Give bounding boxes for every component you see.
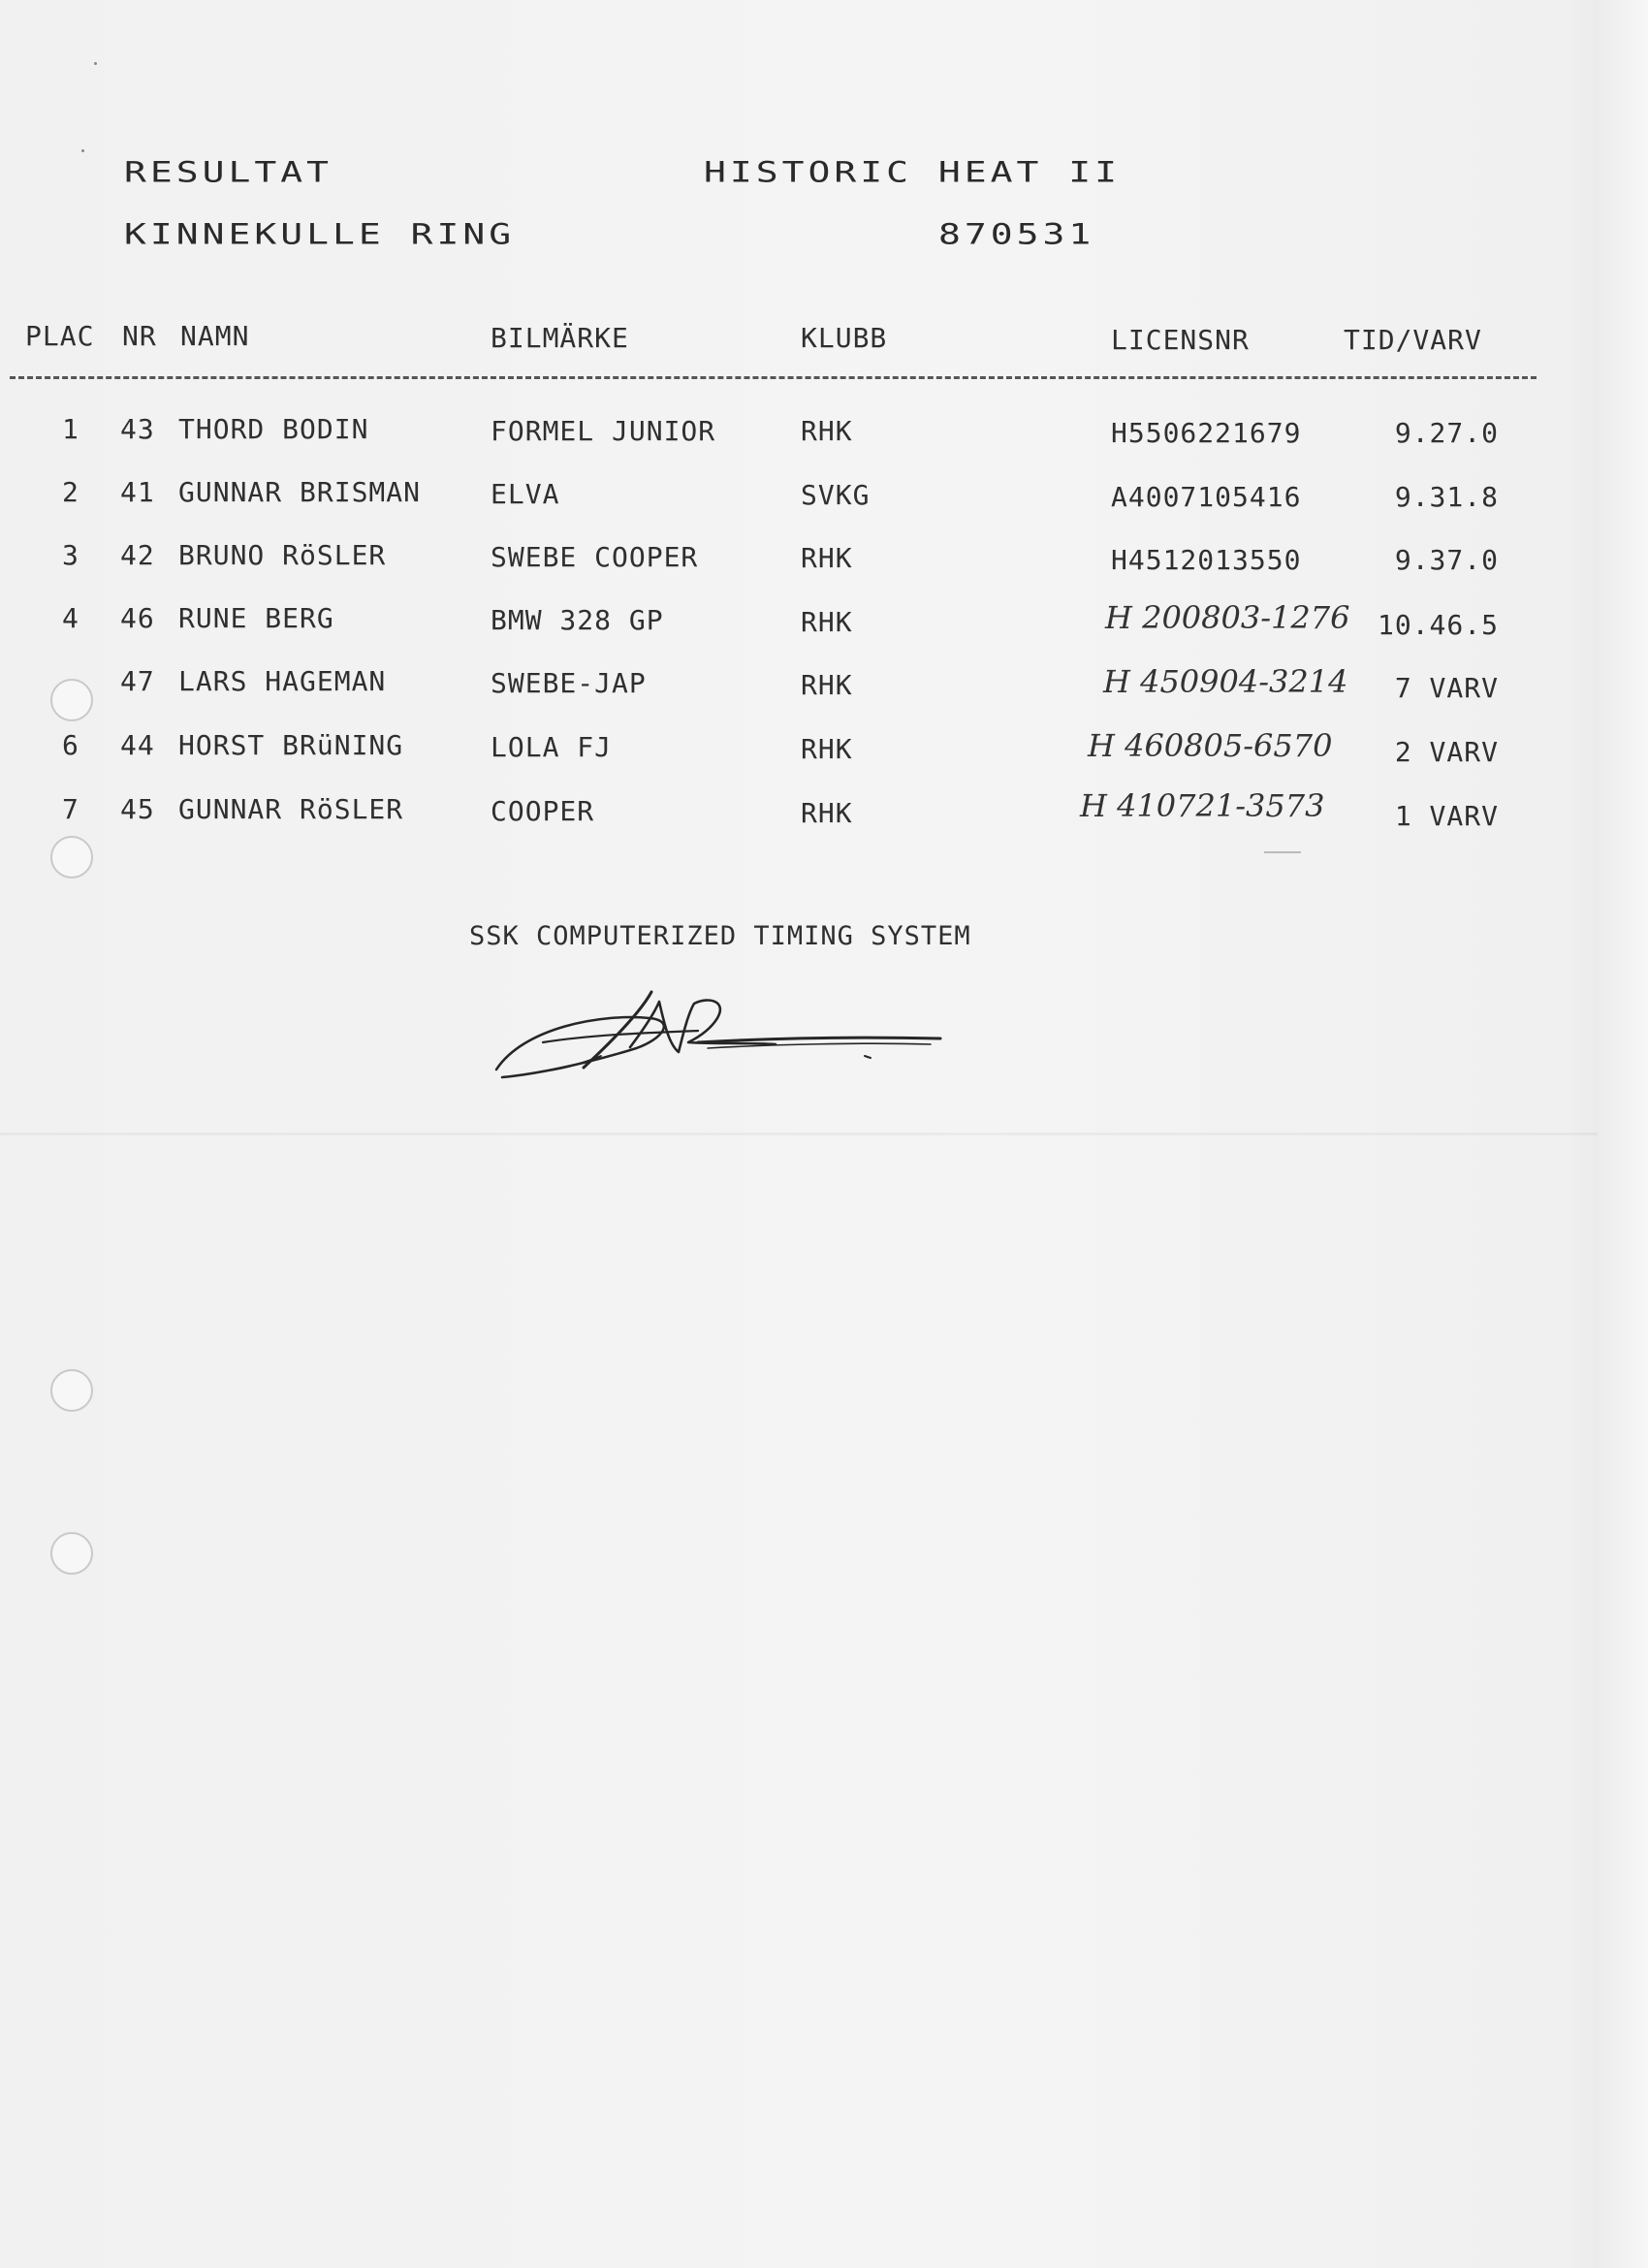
column-header-licensnr: LICENSNR	[1111, 324, 1250, 356]
cell-klubb: RHK	[801, 606, 853, 638]
results-title: RESULTAT	[124, 155, 333, 189]
paper-speck	[81, 149, 84, 152]
cell-bilmarke: FORMEL JUNIOR	[491, 415, 716, 447]
cell-tid: 1 VARV	[1394, 800, 1499, 832]
cell-bilmarke: SWEBE COOPER	[491, 541, 699, 573]
cell-bilmarke: SWEBE-JAP	[491, 667, 647, 699]
cell-nr: 47	[120, 665, 155, 697]
punch-hole-icon	[50, 1532, 93, 1575]
cell-plac: 7	[62, 793, 79, 825]
header-divider	[10, 376, 1537, 379]
cell-plac: 4	[62, 602, 79, 634]
cell-licensnr-handwritten: H 460805-6570	[1088, 727, 1333, 764]
timing-system-label: SSK COMPUTERIZED TIMING SYSTEM	[469, 921, 971, 951]
cell-namn: BRUNO RöSLER	[178, 539, 387, 571]
cell-licensnr: H4512013550	[1111, 544, 1302, 576]
column-header-plac: PLAC	[25, 320, 95, 352]
cell-plac: 6	[62, 729, 79, 761]
cell-namn: HORST BRüNING	[178, 729, 404, 761]
punch-hole-icon	[50, 836, 93, 878]
cell-nr: 43	[120, 413, 155, 445]
event-title: HISTORIC HEAT II	[704, 155, 1122, 189]
cell-klubb: RHK	[801, 733, 853, 765]
cell-licensnr-handwritten: H 410721-3573	[1080, 787, 1325, 824]
cell-bilmarke: COOPER	[491, 795, 595, 827]
cell-plac: 2	[62, 476, 79, 508]
cell-namn: GUNNAR BRISMAN	[178, 476, 422, 508]
cell-tid: 7 VARV	[1394, 672, 1499, 704]
cell-klubb: SVKG	[801, 479, 871, 511]
column-header-namn: NAMN	[180, 320, 250, 352]
cell-nr: 46	[120, 602, 155, 634]
cell-bilmarke: LOLA FJ	[491, 731, 613, 763]
column-header-nr: NR	[122, 320, 157, 352]
cell-klubb: RHK	[801, 797, 853, 829]
cell-nr: 45	[120, 793, 155, 825]
cell-bilmarke: ELVA	[491, 478, 560, 510]
cell-plac	[62, 665, 79, 697]
cell-nr: 44	[120, 729, 155, 761]
column-header-klubb: KLUBB	[801, 322, 888, 354]
column-header-tid-varv: TID/VARV	[1344, 324, 1482, 356]
cell-nr: 42	[120, 539, 155, 571]
venue-name: KINNEKULLE RING	[124, 217, 516, 251]
paper-fold-line	[0, 1133, 1600, 1135]
paper-speck	[94, 62, 97, 65]
cell-tid: 10.46.5	[1377, 609, 1499, 641]
cell-klubb: RHK	[801, 542, 853, 574]
cell-bilmarke: BMW 328 GP	[491, 604, 664, 636]
cell-plac: 3	[62, 539, 79, 571]
punch-hole-icon	[50, 1369, 93, 1412]
cell-tid: 9.31.8	[1394, 481, 1499, 513]
cell-tid: 2 VARV	[1394, 736, 1499, 768]
cell-plac: 1	[62, 413, 79, 445]
cell-licensnr: H5506221679	[1111, 417, 1302, 449]
cell-licensnr-handwritten: H 450904-3214	[1103, 663, 1348, 700]
cell-namn: RUNE BERG	[178, 602, 334, 634]
column-header-bilmarke: BILMÄRKE	[491, 322, 629, 354]
cell-nr: 41	[120, 476, 155, 508]
cell-klubb: RHK	[801, 415, 853, 447]
cell-namn: GUNNAR RöSLER	[178, 793, 404, 825]
cell-licensnr: A4007105416	[1111, 481, 1302, 513]
cell-licensnr-handwritten: H 200803-1276	[1105, 599, 1350, 636]
cell-klubb: RHK	[801, 669, 853, 701]
cell-namn: THORD BODIN	[178, 413, 369, 445]
cell-tid: 9.27.0	[1394, 417, 1499, 449]
cell-tid: 9.37.0	[1394, 544, 1499, 576]
cell-namn: LARS HAGEMAN	[178, 665, 387, 697]
event-date: 870531	[938, 217, 1095, 251]
signature-icon	[485, 974, 950, 1101]
stray-mark	[1264, 851, 1301, 853]
